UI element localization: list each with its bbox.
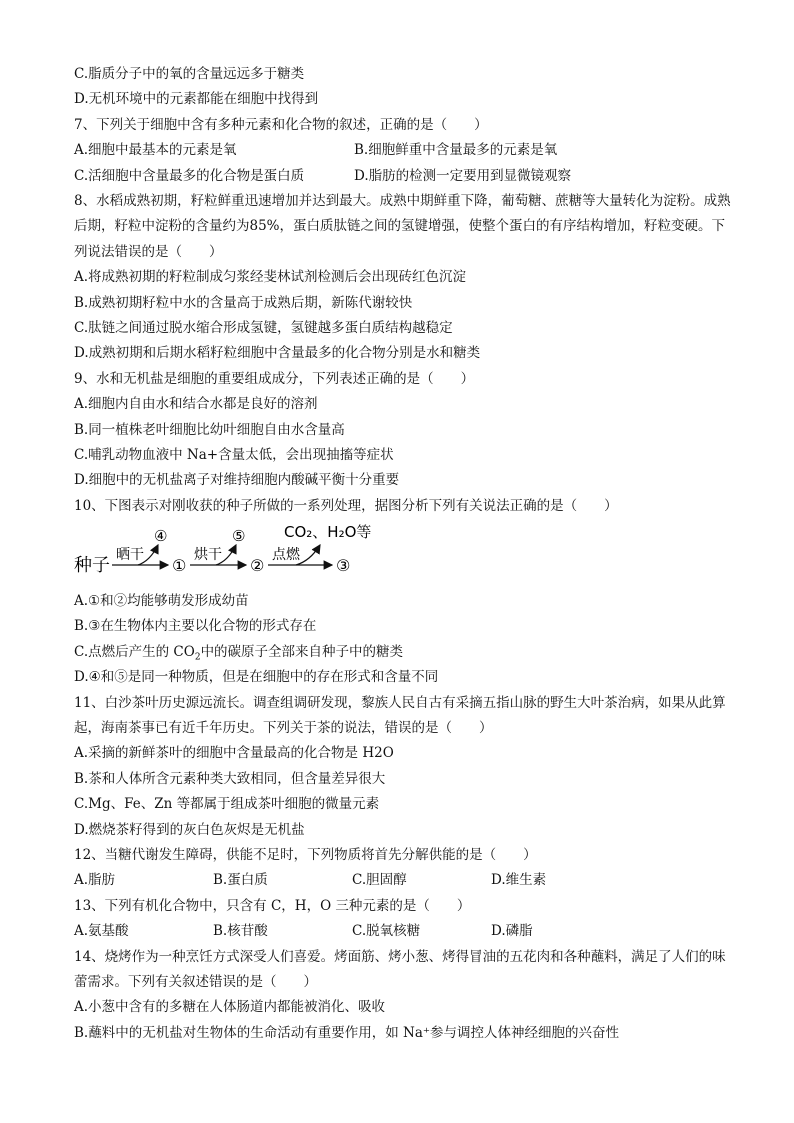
q13-options — [74, 919, 734, 944]
q11-option-a: A.采摘的新鲜茶叶的细胞中含量最高的化合物是 H2O — [74, 745, 394, 762]
q14-option-a: A.小葱中含有的多糖在人体肠道内都能被消化、吸收 — [74, 999, 386, 1016]
q12-option-c: C.胆固醇 — [352, 872, 407, 889]
prev-option-c: C.脂质分子中的氧的含量远远多于糖类 — [74, 66, 305, 82]
side-product-4: ④ — [154, 527, 168, 546]
seed-process-diagram — [74, 521, 734, 585]
q11-option-b: B.茶和人体所含元素种类大致相同，但含量差异很大 — [74, 770, 386, 787]
q11-stem: 11、白沙茶叶历史源远流长。调查组调研发现，黎族人民自古有采摘五指山脉的野生大叶茶治病，如果从此算起，海南茶事已有近千年历史。下列关于茶的说法，错误的是（ ） — [74, 694, 726, 737]
q9-option-d: D.细胞中的无机盐离子对维持细胞内酸碱平衡十分重要 — [74, 472, 400, 489]
q7-options-row2 — [74, 164, 734, 189]
q13-option-c: C.脱氧核糖 — [352, 923, 421, 940]
q8-option-a: A.将成熟初期的籽粒制成匀浆经斐林试剂检测后会出现砖红色沉淀 — [74, 269, 467, 286]
q12-stem: 12、当糖代谢发生障碍，供能不足时，下列物质将首先分解供能的是（ ） — [74, 847, 537, 864]
q11-option-c: C.Mg、Fe、Zn 等都属于组成茶叶细胞的微量元素 — [74, 796, 380, 813]
q12-option-d: D.维生素 — [491, 872, 547, 889]
q9-option-c: C.哺乳动物血液中 Na+含量太低，会出现抽搐等症状 — [74, 446, 394, 463]
q7-option-c: C.活细胞中含量最多的化合物是蛋白质 — [74, 167, 305, 184]
q8-stem: 8、水稻成熟初期，籽粒鲜重迅速增加并达到最大。成熟中期鲜重下降，葡萄糖、蔗糖等大量转化为淀粉。成熟后期，籽粒中淀粉的含量约为85%，蛋白质肽链之间的氢键增强，使整个蛋白的有序结构增加，籽粒变硬。下列说法错误的是（ ） — [74, 192, 731, 260]
q10-option-c-post: 中的碳原子全部来自种子中的糖类 — [200, 643, 404, 660]
q10-option-c — [74, 640, 734, 665]
q8-option-c: C.肽链之间通过脱水缩合形成氢键，氢键越多蛋白质结构越稳定 — [74, 319, 453, 336]
step1-label: 晒干 — [116, 547, 144, 564]
q7-option-b: B.细胞鲜重中含量最多的元素是氧 — [354, 142, 558, 159]
q7-option-d: D.脂肪的检测一定要用到显微镜观察 — [354, 167, 572, 184]
q8-option-b: B.成熟初期籽粒中水的含量高于成熟后期，新陈代谢较快 — [74, 294, 413, 311]
seed-process-svg — [74, 521, 394, 585]
product-3: ③ — [336, 556, 351, 576]
step3-label: 点燃 — [272, 547, 300, 564]
q13-option-b: B.核苷酸 — [213, 923, 268, 940]
seed-label: 种子 — [74, 555, 110, 577]
product-2: ② — [250, 556, 265, 576]
question-list — [74, 62, 734, 1046]
q10-option-c-sub: 2 — [194, 652, 201, 663]
q10-option-b: B.③在生物体内主要以化合物的形式存在 — [74, 618, 317, 635]
q10-option-d: D.④和⑤是同一种物质，但是在细胞中的存在形式和含量不同 — [74, 669, 439, 686]
prev-option-d: D.无机环境中的元素都能在细胞中找得到 — [74, 91, 319, 108]
q12-option-a: A.脂肪 — [74, 872, 116, 889]
q13-stem: 13、下列有机化合物中，只含有 C，H，O 三种元素的是（ ） — [74, 897, 471, 914]
q9-stem: 9、水和无机盐是细胞的重要组成成分，下列表述正确的是（ ） — [74, 370, 475, 387]
q13-option-d: D.磷脂 — [491, 923, 533, 940]
q14-stem: 14、烧烤作为一种烹饪方式深受人们喜爱。烤面筋、烤小葱、烤得冒油的五花肉和各种蘸料，满足了人们的味蕾需求。下列有关叙述错误的是（ ） — [74, 948, 726, 990]
q10-option-a: A.①和②均能够萌发形成幼苗 — [74, 593, 249, 610]
q10-stem: 10、下图表示对刚收获的种子所做的一系列处理，据图分析下列有关说法正确的是（ ） — [74, 497, 618, 514]
q12-option-b: B.蛋白质 — [213, 872, 268, 889]
side-product-5: ⑤ — [232, 527, 246, 546]
q7-stem: 7、下列关于细胞中含有多种元素和化合物的叙述，正确的是（ ） — [74, 116, 488, 133]
side-product-gases: CO₂、H₂O等 — [284, 523, 372, 542]
q9-option-a: A.细胞内自由水和结合水都是良好的溶剂 — [74, 396, 318, 413]
q10-option-c-pre: C.点燃后产生的 CO — [74, 643, 195, 660]
q7-options-row1 — [74, 138, 734, 163]
q7-option-a: A.细胞中最基本的元素是氧 — [74, 142, 237, 159]
product-1: ① — [172, 556, 187, 576]
step2-label: 烘干 — [194, 547, 222, 564]
q13-option-a: A.氨基酸 — [74, 923, 129, 940]
q9-option-b: B.同一植株老叶细胞比幼叶细胞自由水含量高 — [74, 421, 345, 438]
q14-option-b: B.蘸料中的无机盐对生物体的生命活动有重要作用，如 Na⁺参与调控人体神经细胞的兴奋性 — [74, 1024, 619, 1041]
q11-option-d: D.燃烧茶籽得到的灰白色灰烬是无机盐 — [74, 821, 305, 838]
q12-options — [74, 868, 734, 893]
q8-option-d: D.成熟初期和后期水稻籽粒细胞中含量最多的化合物分别是水和糖类 — [74, 345, 481, 362]
